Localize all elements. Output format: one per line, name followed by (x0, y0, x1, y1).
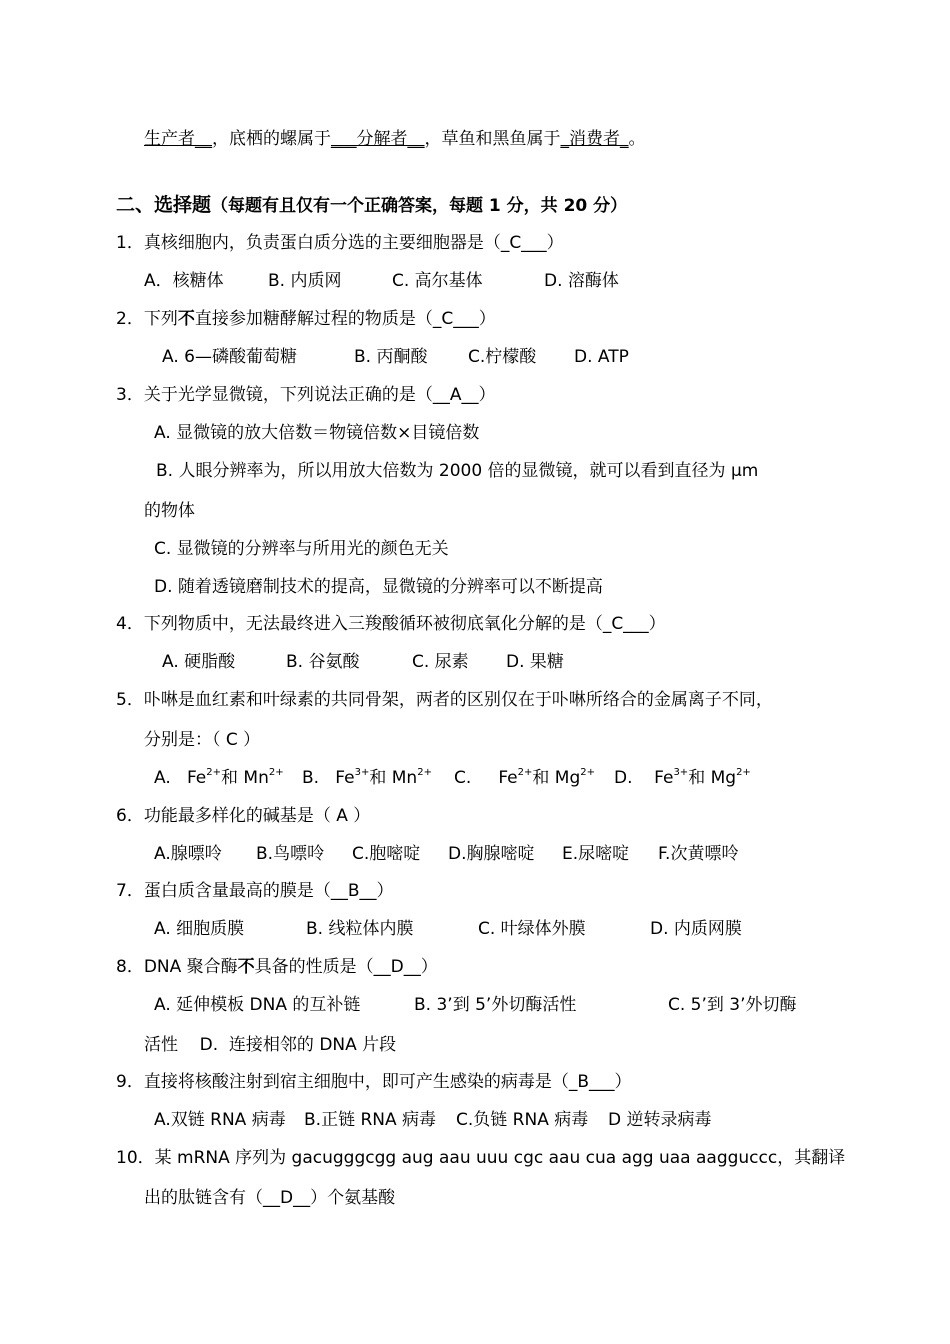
q3-option-a: A. 显微镜的放大倍数＝物镜倍数×目镜倍数 (154, 423, 480, 443)
q5-option-a-ion1: Fe (186, 768, 207, 788)
q5-option-a-ion2: 和 Mn (221, 768, 269, 788)
q2-stem-part-a: 2．下列 (116, 309, 178, 329)
q3-option-b: B. 人眼分辨率为，所以用放大倍数为 2000 倍的显微镜，就可以看到直径为 μm (156, 461, 759, 481)
intro-line (144, 128, 646, 150)
question-2-stem (116, 308, 496, 330)
q5-option-c-charge1: 2+ (517, 767, 533, 778)
question-5-options (154, 767, 751, 789)
q5-option-b-charge2: 2+ (417, 767, 432, 778)
q2-option-d: D. ATP (574, 347, 629, 367)
q6-option-a: A.腺嘌呤 (154, 844, 222, 864)
q5-option-a-charge1: 2+ (206, 767, 222, 778)
q4-option-d: D. 果糖 (506, 652, 564, 672)
question-10-stem: 10．某 mRNA 序列为 gacugggcgg aug aau uuu cgc aau cua agg uaa aagguccc，其翻译 (116, 1148, 846, 1168)
question-8-options (154, 994, 797, 1016)
q5-option-d-ion1: Fe (654, 768, 674, 788)
q5-option-a-charge2: 2+ (268, 767, 284, 778)
q5-option-c-ion1: Fe (498, 768, 518, 788)
q8-options-continued: 活性 D. 连接相邻的 DNA 片段 (144, 1035, 397, 1055)
question-4-stem: 4．下列物质中，无法最终进入三羧酸循环被彻底氧化分解的是（_C___） (116, 614, 666, 634)
question-3-stem: 3．关于光学显微镜，下列说法正确的是（__A__） (116, 385, 496, 405)
question-5-stem-continued: 分别是：（ C ） (144, 730, 261, 750)
q6-option-c: C.胞嘧啶 (352, 844, 421, 864)
q1-option-a: A．核糖体 (144, 271, 224, 291)
question-1-options (144, 270, 619, 292)
question-4-options (162, 651, 564, 673)
q6-option-e: E.尿嘧啶 (562, 844, 630, 864)
q8-stem-emphasis: 不 (237, 957, 255, 977)
q2-option-a: A. 6—磷酸葡萄糖 (162, 347, 297, 367)
q8-option-a: A. 延伸模板 DNA 的互补链 (154, 995, 361, 1015)
q7-option-c: C. 叶绿体外膜 (478, 919, 586, 939)
q8-stem-part-c: 具备的性质是（__D__） (254, 957, 438, 977)
q9-option-a: A.双链 RNA 病毒 (154, 1110, 286, 1130)
q5-option-c-label: C. (454, 768, 472, 788)
q4-option-a: A. 硬脂酸 (162, 652, 236, 672)
q5-option-d-ion2: 和 Mg (688, 768, 737, 788)
question-5-stem: 5．卟啉是血红素和叶绿素的共同骨架，两者的区别仅在于卟啉所络合的金属离子不同， (116, 690, 773, 710)
question-8-stem (116, 956, 438, 978)
intro-text-1: ，底栖的螺属于 (212, 129, 331, 149)
question-9-options (154, 1109, 712, 1131)
q5-option-b-ion2: 和 Mn (369, 768, 418, 788)
q5-option-c (454, 767, 614, 789)
question-1-stem: 1．真核细胞内，负责蛋白质分选的主要细胞器是（_C___） (116, 233, 564, 253)
q7-option-b: B. 线粒体内膜 (306, 919, 414, 939)
q7-option-d: D. 内质网膜 (650, 919, 742, 939)
question-6-stem: 6．功能最多样化的碱基是（ A ） (116, 806, 371, 826)
q8-stem-part-a: 8．DNA 聚合酶 (116, 957, 238, 977)
q2-stem-emphasis: 不 (177, 309, 195, 329)
q9-option-c: C.负链 RNA 病毒 (456, 1110, 589, 1130)
q5-option-c-charge2: 2+ (580, 767, 595, 778)
intro-text-3: 。 (628, 129, 646, 149)
intro-text-2: ，草鱼和黑鱼属于 (424, 129, 561, 149)
q5-option-a (154, 767, 302, 789)
q8-option-c: C. 5’到 3’外切酶 (668, 995, 797, 1015)
q8-option-b: B. 3’到 5’外切酶活性 (414, 995, 577, 1015)
answer-blank-consumer: _消费者_ (560, 129, 629, 149)
q2-option-b: B. 丙酮酸 (354, 347, 428, 367)
section-subtitle: （每题有且仅有一个正确答案，每题 1 分，共 20 分） (211, 196, 628, 216)
q2-option-c: C.柠檬酸 (468, 347, 537, 367)
q5-option-b (302, 767, 454, 789)
q5-option-d-label: D. (614, 768, 633, 788)
q5-option-c-ion2: 和 Mg (532, 768, 581, 788)
q1-option-b: B. 内质网 (268, 271, 342, 291)
question-2-options (162, 346, 629, 368)
question-10-stem-continued: 出的肽链含有（__D__）个氨基酸 (144, 1188, 396, 1208)
q6-option-b: B.鸟嘌呤 (256, 844, 325, 864)
answer-blank-decomposer: ___分解者__ (331, 129, 425, 149)
q5-option-a-label: A. (154, 768, 171, 788)
q6-option-d: D.胸腺嘧啶 (448, 844, 535, 864)
question-7-options (154, 918, 742, 940)
q4-option-c: C. 尿素 (412, 652, 469, 672)
q3-option-c: C. 显微镜的分辨率与所用光的颜色无关 (154, 539, 449, 559)
section-heading (116, 194, 627, 217)
q4-option-b: B. 谷氨酸 (286, 652, 360, 672)
q3-option-d: D. 随着透镜磨制技术的提高，显微镜的分辨率可以不断提高 (154, 577, 603, 597)
q3-option-b-continued: 的物体 (144, 501, 195, 521)
section-title: 二、选择题 (116, 194, 212, 216)
q9-option-d: D 逆转录病毒 (608, 1110, 712, 1130)
q5-option-d (614, 767, 751, 789)
q7-option-a: A. 细胞质膜 (154, 919, 245, 939)
q5-option-d-charge1: 3+ (673, 767, 689, 778)
q5-option-d-charge2: 2+ (736, 767, 751, 778)
q1-option-d: D. 溶酶体 (544, 271, 619, 291)
question-9-stem: 9．直接将核酸注射到宿主细胞中，即可产生感染的病毒是（_B___） (116, 1072, 632, 1092)
q1-option-c: C. 高尔基体 (392, 271, 483, 291)
q9-option-b: B.正链 RNA 病毒 (304, 1110, 437, 1130)
q2-stem-part-c: 直接参加糖酵解过程的物质是（_C___） (194, 309, 496, 329)
q5-option-b-charge1: 3+ (354, 767, 370, 778)
question-6-options (154, 843, 738, 865)
q6-option-f: F.次黄嘌呤 (658, 844, 739, 864)
q5-option-b-ion1: Fe (335, 768, 355, 788)
q5-option-b-label: B. (302, 768, 320, 788)
question-7-stem: 7．蛋白质含量最高的膜是（__B__） (116, 881, 394, 901)
answer-blank-producer: 生产者__ (144, 129, 212, 149)
